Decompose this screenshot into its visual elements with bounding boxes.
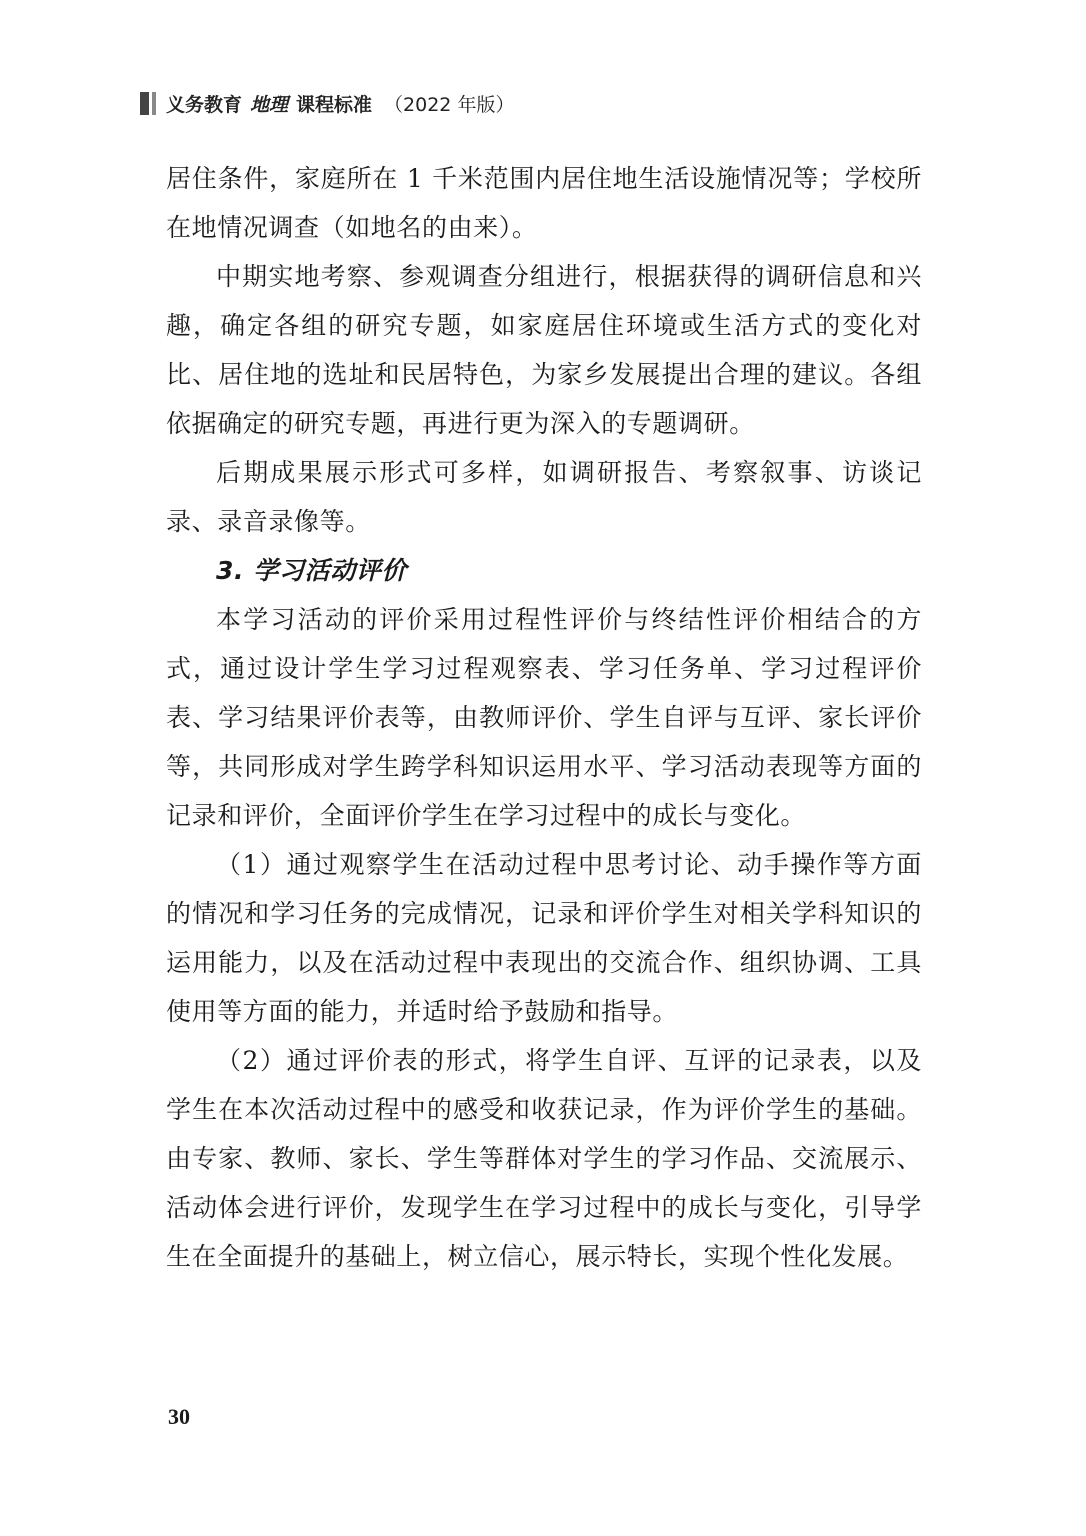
body-text (166, 154, 922, 1281)
paragraph-results: 后期成果展示形式可多样，如调研报告、考察叙事、访谈记录、录音录像等。 (166, 458, 922, 536)
paragraph-eval-1: （1）通过观察学生在活动过程中思考讨论、动手操作等方面的情况和学习任务的完成情况，记录和评价学生对相关学科知识的运用能力，以及在活动过程中表现出的交流合作、组织协调、工具使用等方面的能力，并适时给予鼓励和指导。 (166, 850, 922, 1026)
running-header (140, 88, 514, 118)
header-title: 课程标准 (296, 93, 373, 116)
paragraph-eval-2: （2）通过评价表的形式，将学生自评、互评的记录表，以及学生在本次活动过程中的感受和收获记录，作为评价学生的基础。由专家、教师、家长、学生等群体对学生的学习作品、交流展示、活动体会进行评价，发现学生在学习过程中的成长与变化，引导学生在全面提升的基础上，树立信心，展示特长，实现个性化发展。 (166, 1046, 922, 1271)
paragraph-eval-intro: 本学习活动的评价采用过程性评价与终结性评价相结合的方式，通过设计学生学习过程观察表、学习任务单、学习过程评价表、学习结果评价表等，由教师评价、学生自评与互评、家长评价等，共同形成对学生跨学科知识运用水平、学习活动表现等方面的记录和评价，全面评价学生在学习过程中的成长与变化。 (166, 605, 922, 830)
header-edition: （2022 年版） (384, 93, 515, 116)
header-bar-thick (140, 92, 149, 115)
paragraph-midterm: 中期实地考察、参观调查分组进行，根据获得的调研信息和兴趣，确定各组的研究专题，如家庭居住环境或生活方式的变化对比、居住地的选址和民居特色，为家乡发展提出合理的建议。各组依据确定的研究专题，再进行更为深入的专题调研。 (166, 262, 922, 438)
header-subject: 地理 (250, 93, 289, 116)
paragraph-continued: 居住条件，家庭所在 1 千米范围内居住地生活设施情况等；学校所在地情况调查（如地名的由来）。 (166, 164, 922, 242)
header-bar-marker (140, 92, 156, 115)
page-number: 30 (168, 1404, 190, 1429)
header-bar-thin (152, 92, 156, 115)
section-heading: 3. 学习活动评价 (216, 556, 407, 585)
header-prefix: 义务教育 (166, 93, 243, 116)
